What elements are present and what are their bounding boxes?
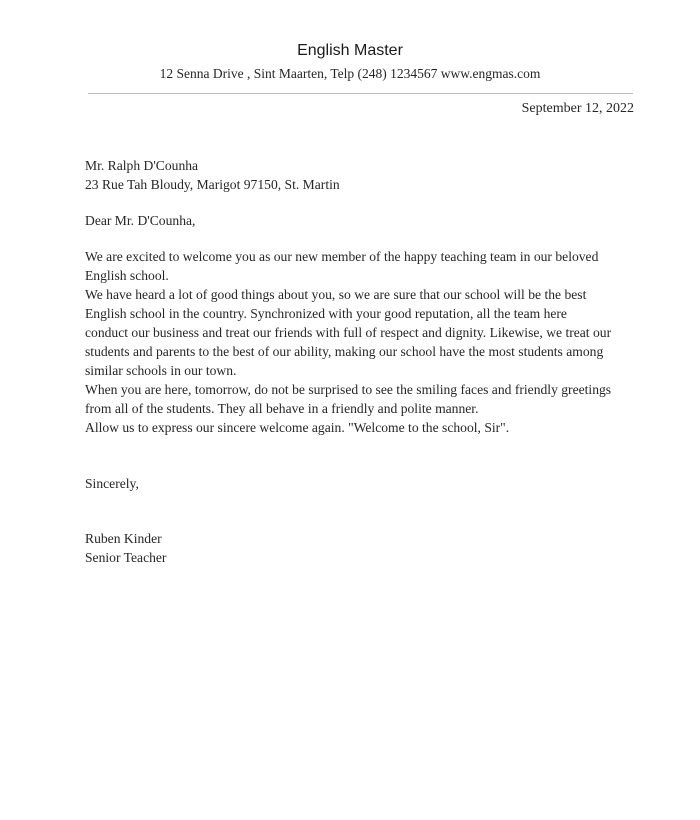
contact-line: 12 Senna Drive , Sint Maarten, Telp (248) 1234567 www.engmas.com (159, 66, 541, 81)
body-line: English school. (85, 268, 169, 283)
body-line: We are excited to welcome you as our new member of the happy teaching team in our beloved (85, 249, 599, 264)
recipient-name: Mr. Ralph D'Counha (85, 158, 199, 173)
body-paragraphs (85, 247, 637, 437)
body-line: from all of the students. They all behave in a friendly and polite manner. (85, 401, 479, 416)
letterhead (0, 40, 700, 84)
body-line: similar schools in our town. (85, 363, 237, 378)
signature-title: Senior Teacher (85, 550, 167, 565)
body-line: When you are here, tomorrow, do not be surprised to see the smiling faces and friendly greetings (85, 382, 612, 397)
salutation: Dear Mr. D'Counha, (85, 213, 196, 228)
letter-body (85, 156, 637, 567)
body-line: conduct our business and treat our friends with full of respect and dignity. Likewise, we treat our (85, 325, 612, 340)
signature-name: Ruben Kinder (85, 531, 162, 546)
body-line: We have heard a lot of good things about you, so we are sure that our school will be the best (85, 287, 587, 302)
header-divider (88, 93, 633, 94)
letter-date: September 12, 2022 (521, 101, 634, 116)
closing: Sincerely, (85, 476, 139, 491)
recipient-address: 23 Rue Tah Bloudy, Marigot 97150, St. Martin (85, 177, 340, 192)
body-line: students and parents to the best of our ability, making our school have the most students among (85, 344, 604, 359)
organization-name: English Master (297, 42, 403, 59)
body-line: English school in the country. Synchronized with your good reputation, all the team here (85, 306, 567, 321)
body-line: Allow us to express our sincere welcome again. "Welcome to the school, Sir". (85, 420, 510, 435)
